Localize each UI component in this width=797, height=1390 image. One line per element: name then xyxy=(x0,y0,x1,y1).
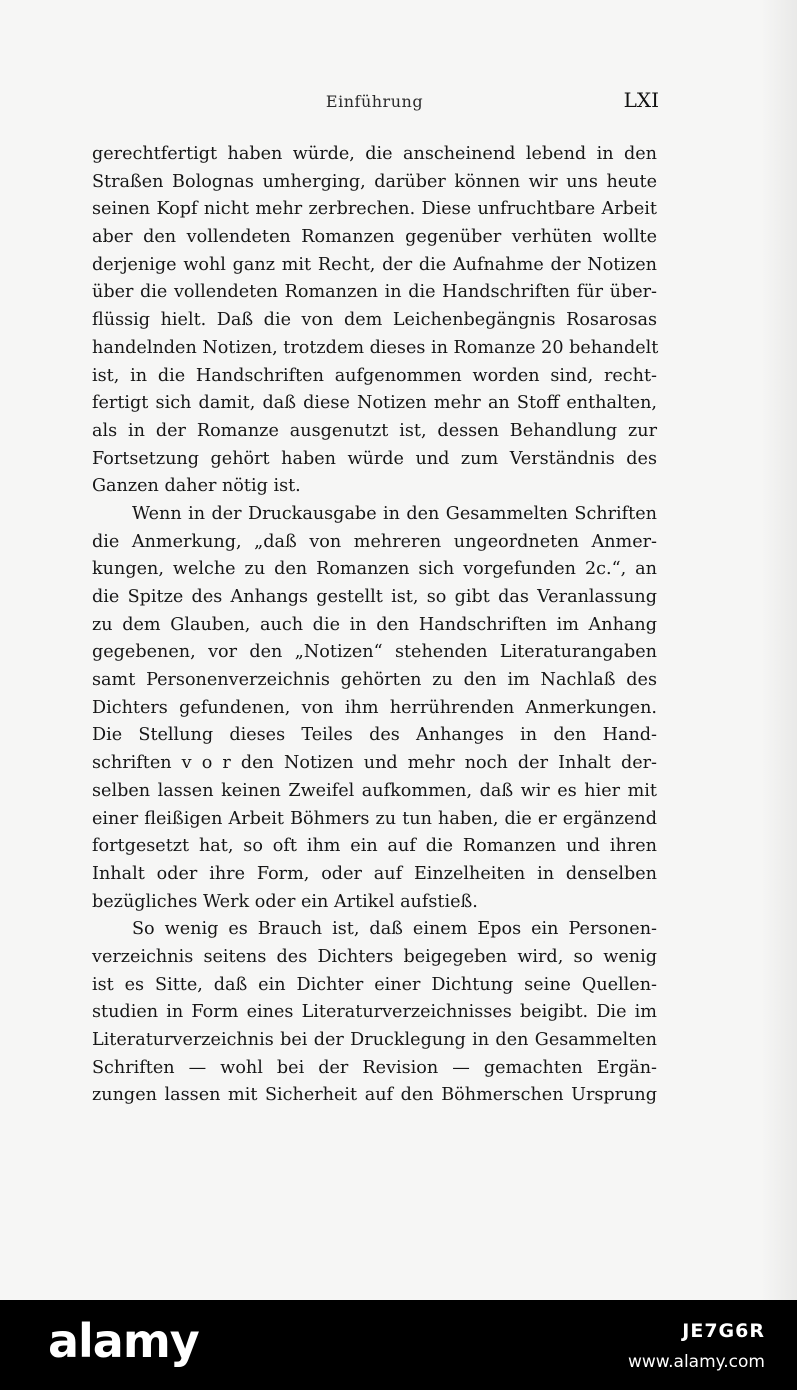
paragraph-end-line: Ganzen daher nötig ist. xyxy=(92,476,301,497)
text-line: seinen Kopf nicht mehr zerbrechen. Diese unfruchtbare Arbeit xyxy=(92,199,657,220)
page-number: LXI xyxy=(623,88,659,112)
text-line: zu dem Glauben, auch die in den Handschriften im Anhang xyxy=(92,614,657,635)
text-line: über die vollendeten Romanzen in die Handschriften für über- xyxy=(92,282,657,303)
paragraph-start-line: Wenn in der Druckausgabe in den Gesammelten Schriften xyxy=(132,503,657,524)
page-edge-shadow xyxy=(761,0,797,1300)
text-line: ist, in die Handschriften aufgenommen worden sind, recht- xyxy=(92,365,657,386)
text-line: Inhalt oder ihre Form, oder auf Einzelheiten in denselben xyxy=(92,863,657,884)
text-line: handelnden Notizen, trotzdem dieses in Romanze 20 behandelt xyxy=(92,337,659,358)
site-url: www.alamy.com xyxy=(627,1352,765,1372)
text-line: Literaturverzeichnis bei der Drucklegung in den Gesammelten xyxy=(92,1030,657,1050)
text-line: fortgesetzt hat, so oft ihm ein auf die Romanzen und ihren xyxy=(92,836,657,857)
text-line: studien in Form eines Literaturverzeichnisses beigibt. Die im xyxy=(92,1002,657,1023)
text-line: Fortsetzung gehört haben würde und zum Verständnis des xyxy=(92,448,657,469)
text-line: flüssig hielt. Daß die von dem Leichenbegängnis Rosarosas xyxy=(92,310,657,331)
text-line: derjenige wohl ganz mit Recht, der die Aufnahme der Notizen xyxy=(92,254,657,275)
text-line: die Anmerkung, „daß von mehreren ungeordneten Anmer- xyxy=(92,531,657,552)
text-line: als in der Romanze ausgenutzt ist, dessen Behandlung zur xyxy=(92,420,657,441)
text-line: fertigt sich damit, daß diese Notizen mehr an Stoff enthalten, xyxy=(92,393,657,414)
text-line: die Spitze des Anhangs gestellt ist, so gibt das Veranlassung xyxy=(92,587,657,607)
text-line: aber den vollendeten Romanzen gegenüber verhüten wollte xyxy=(92,227,657,248)
text-line: einer fleißigen Arbeit Böhmers zu tun haben, die er ergänzend xyxy=(92,808,657,829)
text-line: zungen lassen mit Sicherheit auf den Böhmerschen Ursprung xyxy=(92,1085,657,1106)
text-line: samt Personenverzeichnis gehörten zu den im Nachlaß des xyxy=(92,670,657,691)
running-title: Einführung xyxy=(325,92,424,111)
stock-watermark-bar xyxy=(0,1300,797,1390)
text-line: Die Stellung dieses Teiles des Anhanges in den Hand- xyxy=(92,725,657,746)
page-header xyxy=(92,88,657,118)
text-line: ist es Sitte, daß ein Dichter einer Dichtung seine Quellen- xyxy=(92,974,657,995)
text-line: gegebenen, vor den „Notizen“ stehenden Literaturangaben xyxy=(92,642,657,663)
body-text xyxy=(92,141,657,1110)
alamy-logo: alamy xyxy=(48,1314,199,1368)
paragraph-end-line: bezügliches Werk oder ein Artikel aufstieß. xyxy=(92,891,478,912)
text-line: Schriften — wohl bei der Revision — gemachten Ergän- xyxy=(92,1057,657,1078)
text-line: kungen, welche zu den Romanzen sich vorgefunden 2c.“, an xyxy=(92,559,657,580)
text-line: Straßen Bolognas umherging, darüber können wir uns heute xyxy=(92,171,657,192)
text-line: gerechtfertigt haben würde, die anscheinend lebend in den xyxy=(92,144,657,164)
text-line: verzeichnis seitens des Dichters beigegeben wird, so wenig xyxy=(92,946,657,967)
image-id: JE7G6R xyxy=(682,1320,765,1342)
text-line: schriften v o r den Notizen und mehr noch der Inhalt der- xyxy=(92,753,657,774)
paragraph-start-line: So wenig es Brauch ist, daß einem Epos ein Personen- xyxy=(132,919,657,940)
text-line: selben lassen keinen Zweifel aufkommen, daß wir es hier mit xyxy=(92,780,657,801)
text-line: Dichters gefundenen, von ihm herrührenden Anmerkungen. xyxy=(92,697,657,718)
